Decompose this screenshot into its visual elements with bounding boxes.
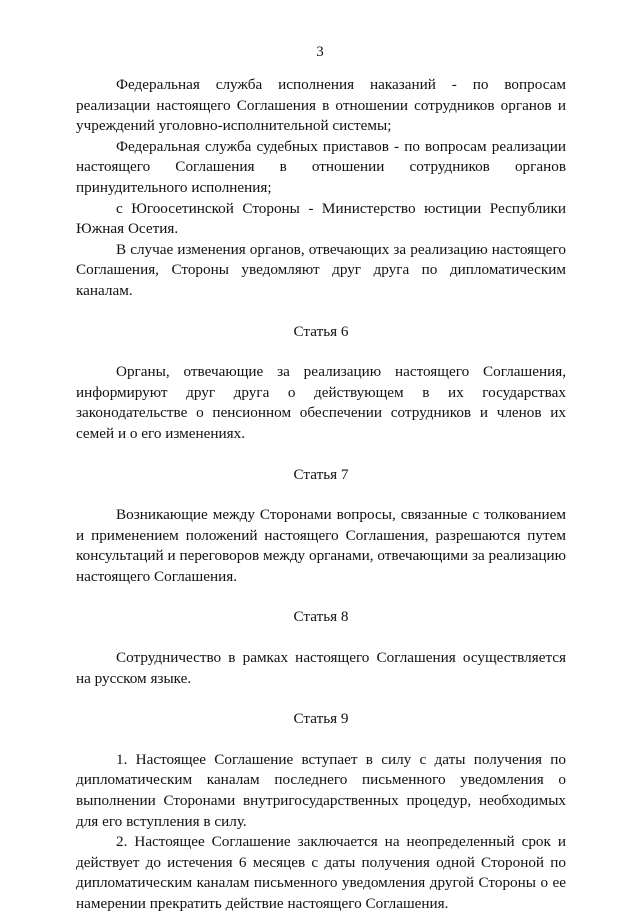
- article-7-paragraph: Возникающие между Сторонами вопросы, связанные с толкованием и применением положений настоящего Соглашения, разрешаются путем консультаций и переговоров между органами, отвечающими за реализацию настоящего Соглашения.: [76, 506, 566, 585]
- paragraph-fsin: Федеральная служба исполнения наказаний - по вопросам реализации настоящего Соглашения в отношении сотрудников органов и учреждений уголовно-исполнительной системы;: [76, 76, 566, 135]
- article-7-heading: Статья 7: [293, 465, 349, 483]
- article-9-heading: Статья 9: [293, 710, 349, 728]
- paragraph-fssp: Федеральная служба судебных приставов - по вопросам реализации настоящего Соглашения в отношении сотрудников органов принудительного исполнения;: [76, 137, 566, 196]
- article-9-paragraph-2: 2. Настоящее Соглашение заключается на неопределенный срок и действует до истечения 6 месяцев с даты получения одной Стороной по дипломатическим каналам письменного уведомления другой Стороны о ее намерении прекратить действие настоящего Соглашения.: [76, 833, 566, 912]
- article-6-heading: Статья 6: [293, 322, 349, 340]
- paragraph-change-of-authorities: В случае изменения органов, отвечающих за реализацию настоящего Соглашения, Стороны уведомляют друг друга по дипломатическим каналам.: [76, 240, 566, 299]
- page-number: 3: [316, 44, 324, 60]
- article-6-paragraph: Органы, отвечающие за реализацию настоящего Соглашения, информируют друг друга о действующем в их государствах законодательстве о пенсионном обеспечении сотрудников и членов их семей и о его изменениях.: [76, 363, 566, 442]
- article-8-paragraph: Сотрудничество в рамках настоящего Соглашения осуществляется на русском языке.: [76, 649, 566, 687]
- article-9-paragraph-1: 1. Настоящее Соглашение вступает в силу с даты получения по дипломатическим каналам последнего письменного уведомления о выполнении Сторонами внутригосударственных процедур, необходимых для его вступления в силу.: [76, 750, 566, 830]
- paragraph-south-ossetia-ministry: с Югоосетинской Стороны - Министерство юстиции Республики Южная Осетия.: [76, 199, 566, 238]
- document-body: [76, 75, 566, 915]
- article-8-heading: Статья 8: [293, 608, 349, 626]
